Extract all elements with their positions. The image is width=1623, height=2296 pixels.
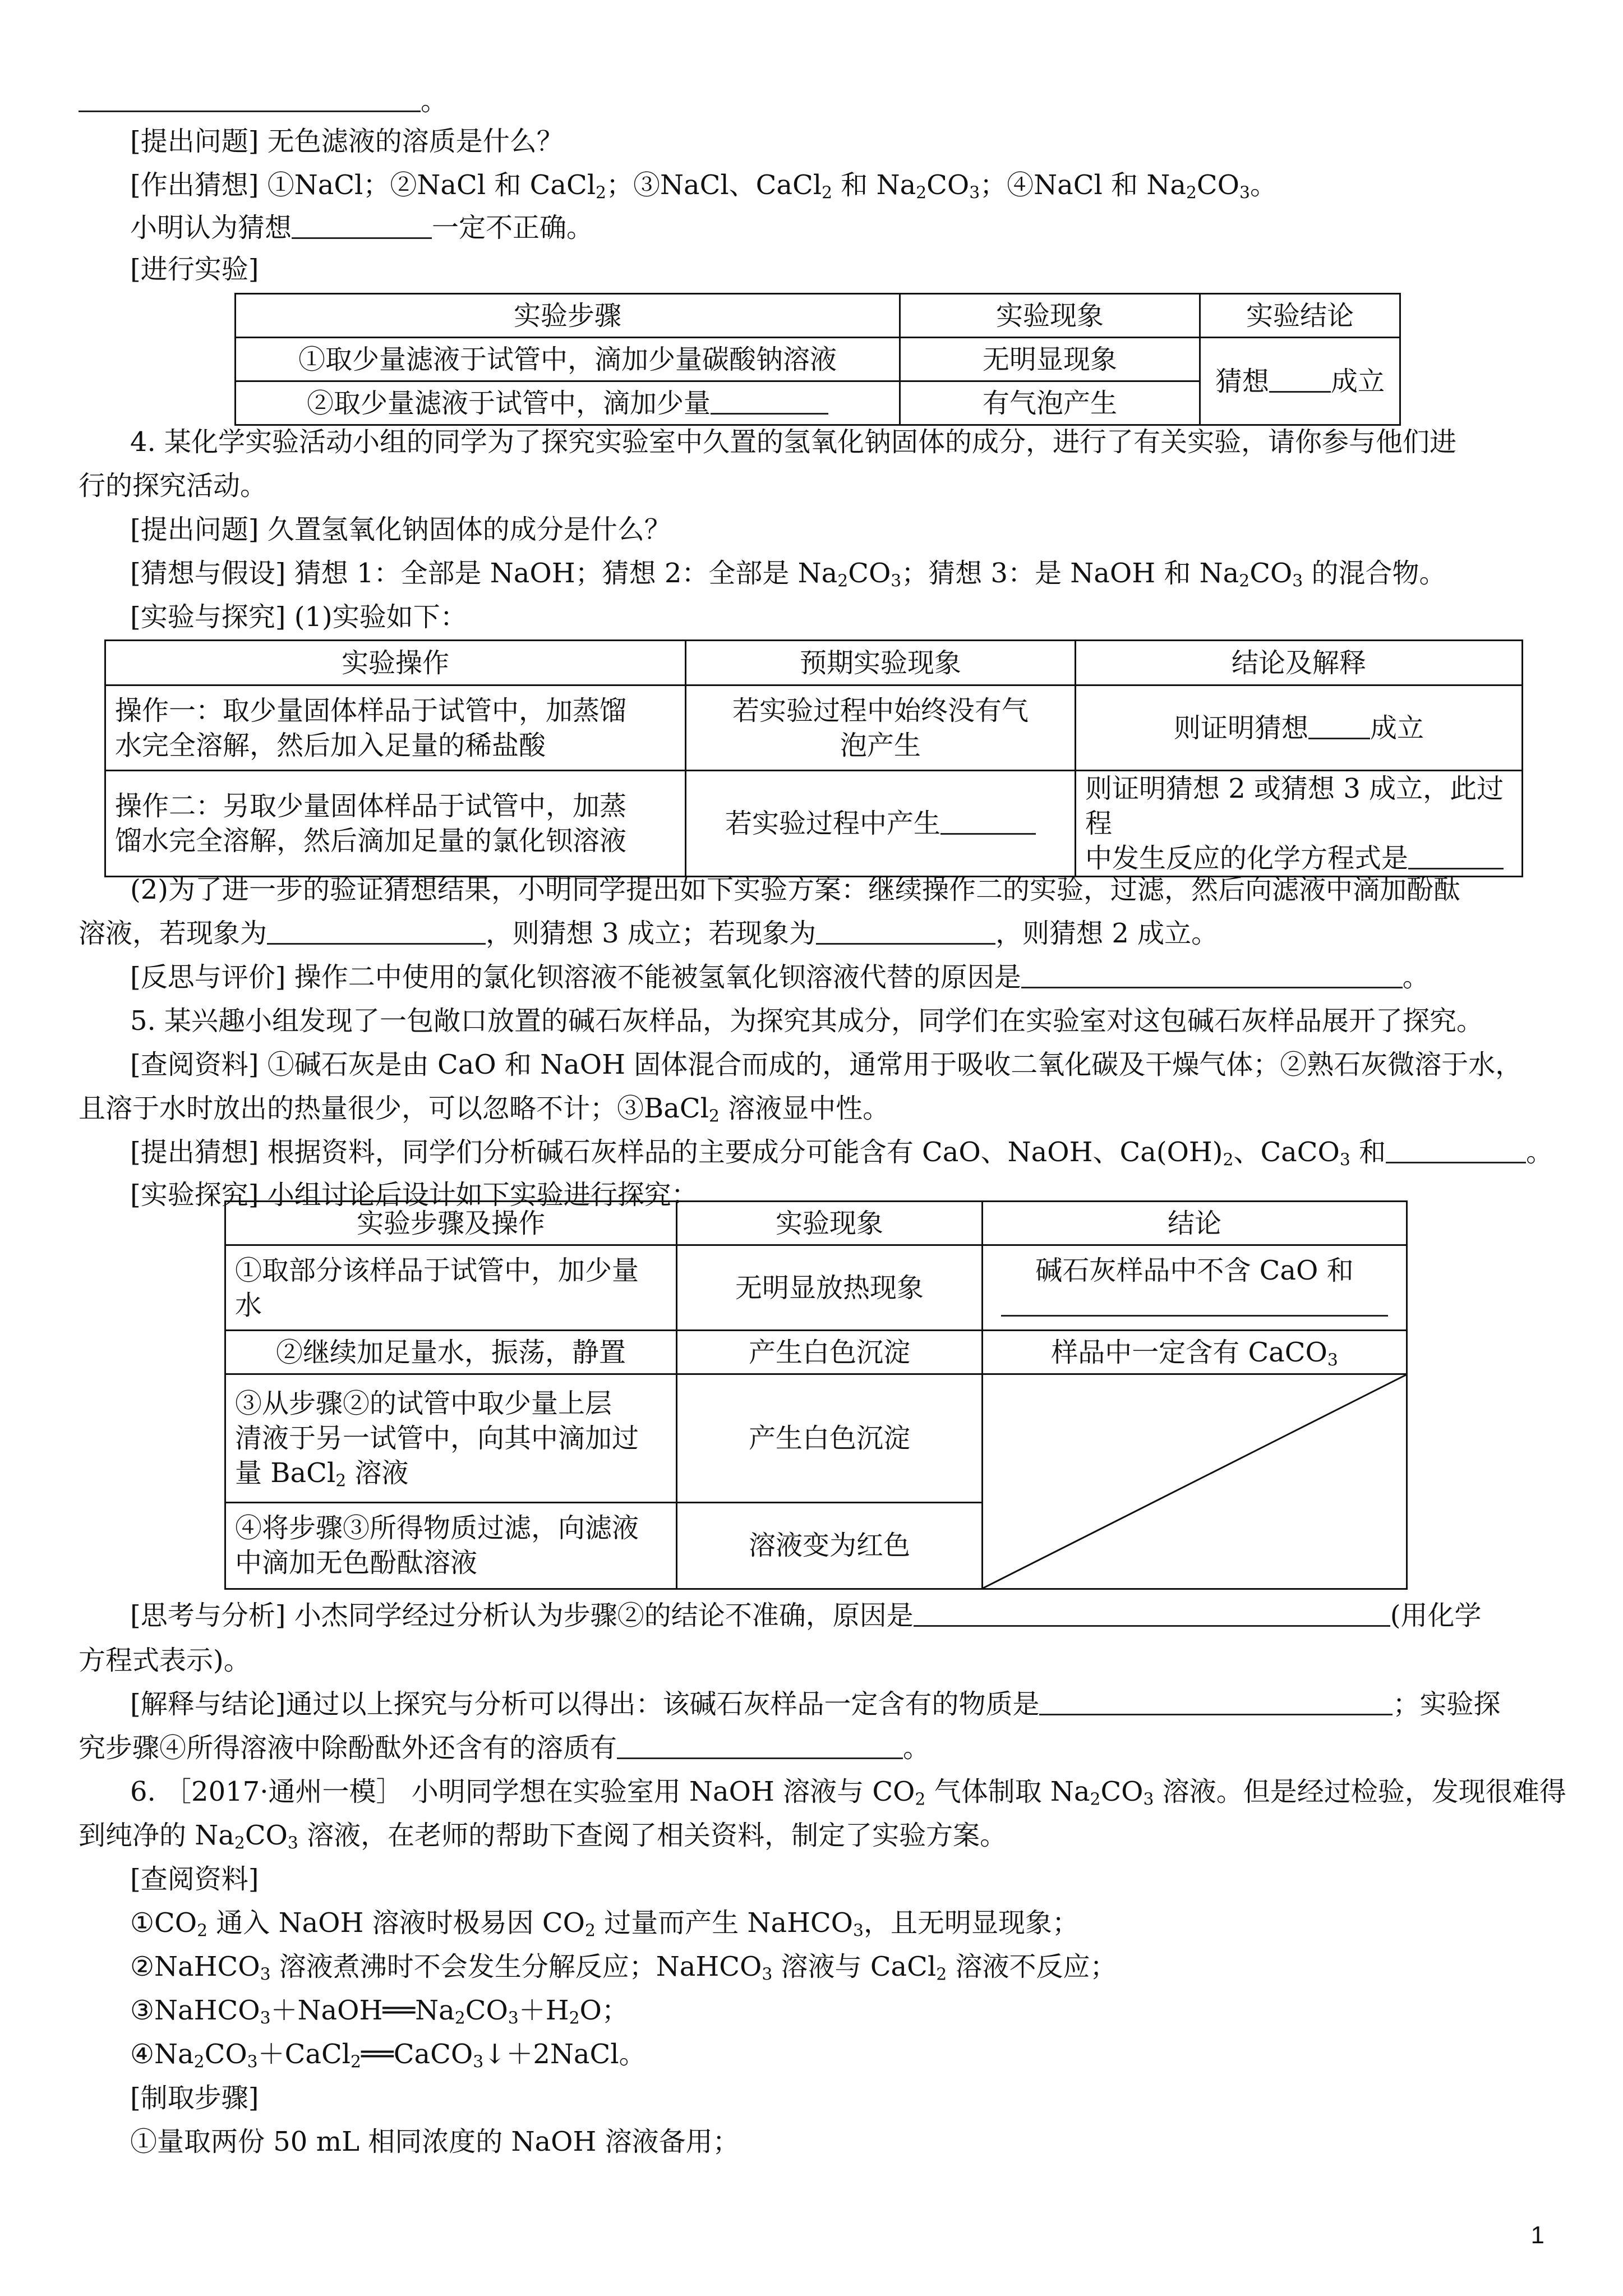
q5-guess: [130, 1135, 1553, 1169]
concl-text: ；实验探: [1393, 1688, 1501, 1720]
intro-text: 到纯净的 Na: [79, 1820, 234, 1851]
answer-blank: [940, 808, 1036, 835]
table-header: 结论及解释: [1076, 641, 1523, 685]
q6-ref-4: [130, 2037, 646, 2071]
think-text: [思考与分析] 小杰同学经过分析认为步骤②的结论不准确，原因是: [130, 1600, 914, 1631]
q5-ref-2: [79, 1092, 889, 1125]
answer-blank: [1308, 713, 1370, 739]
table-cell: [1200, 338, 1400, 425]
guess-text: CO: [926, 169, 970, 201]
guess-text: CO: [1196, 169, 1239, 201]
answer-blank: [79, 86, 421, 112]
table-header: 实验结论: [1200, 294, 1400, 338]
subscript: 3: [247, 2052, 258, 2072]
table-cell: 无明显放热现象: [677, 1245, 983, 1331]
subscript: 3: [891, 571, 902, 591]
q4-propose: [提出问题] 久置氢氧化钠固体的成分是什么？: [130, 514, 671, 545]
p2-text: 溶液，若现象为: [79, 918, 268, 949]
q6-ref-3: [130, 1994, 629, 2027]
subscript: 2: [596, 183, 606, 203]
q4-table: [104, 639, 1523, 877]
think-text: (用化学: [1390, 1600, 1482, 1631]
ref-text: ══CaCO: [361, 2039, 473, 2070]
hyp-text: 的混合物。: [1303, 558, 1446, 589]
q5-conclusion-1: [130, 1687, 1500, 1721]
table-header: 实验现象: [677, 1202, 983, 1245]
period: 。: [421, 85, 448, 117]
p2-text: ，则猜想 2 成立。: [995, 918, 1219, 949]
table-cell: 有气泡产生: [900, 381, 1200, 425]
subscript: 3: [1327, 1350, 1338, 1370]
q3-guess: [130, 168, 1277, 202]
q6-intro-2: [79, 1819, 1007, 1852]
cell-text: 样品中一定含有 CaCO: [1051, 1336, 1327, 1368]
cell-text: 清液于另一试管中，向其中滴加过: [235, 1422, 639, 1454]
subscript: 2: [454, 2008, 465, 2028]
table-cell: [105, 771, 686, 877]
cell-text: 馏水完全溶解，然后滴加足量的氯化钡溶液: [115, 825, 627, 857]
cell-text: ③从步骤②的试管中取少量上层: [235, 1387, 612, 1419]
concl-text: 。: [903, 1732, 930, 1764]
cell-text: 则证明猜想: [1173, 712, 1308, 744]
ref-text: 过量而产生 NaHCO: [595, 1907, 854, 1939]
subscript: 3: [260, 2008, 271, 2028]
cell-text: 中滴加无色酚酞溶液: [235, 1547, 478, 1579]
table-cell: [225, 1502, 677, 1589]
q4-part2-line2: [79, 917, 1218, 950]
cell-text: ④将步骤③所得物质过滤，向滤液: [235, 1512, 639, 1544]
ref-text: O；: [579, 1995, 629, 2026]
hyp-text: ；猜想 3：是 NaOH 和 Na: [901, 558, 1239, 589]
table-cell: [1076, 685, 1523, 771]
subscript: 2: [1186, 183, 1197, 203]
q5-think-2: 方程式表示)。: [79, 1645, 251, 1676]
table-cell: [1076, 771, 1523, 877]
cell-text: ①取部分该样品于试管中，加少量: [235, 1254, 639, 1286]
subscript: 2: [1239, 571, 1250, 591]
subscript: 2: [915, 1789, 926, 1810]
table-cell: [686, 771, 1076, 877]
guess-text: ；④NaCl 和 Na: [980, 169, 1186, 201]
ref-text: 且溶于水时放出的热量很少，可以忽略不计；③BaCl: [79, 1093, 709, 1124]
answer-blank: [1269, 366, 1331, 393]
q6-ref-2: [130, 1950, 1117, 1984]
intro-text: 溶液，在老师的帮助下查阅了相关资料，制定了实验方案。: [298, 1820, 1007, 1851]
q4-explore-label: [实验与探究] (1)实验如下：: [130, 601, 467, 633]
top-fragment-line: [79, 84, 448, 118]
q6-ref-1: [130, 1906, 1079, 1940]
subscript: 3: [969, 183, 980, 203]
table-cell: 产生白色沉淀: [677, 1374, 983, 1503]
subscript: 2: [351, 2052, 361, 2072]
p2-text: ，则猜想 3 成立；若现象为: [486, 918, 817, 949]
subscript: 2: [585, 1921, 596, 1941]
table-cell: 产生白色沉淀: [677, 1331, 983, 1374]
table-cell: [983, 1331, 1407, 1374]
ref-text: 溶液煮沸时不会发生分解反应；NaHCO: [270, 1951, 762, 1982]
q5-intro: 5. 某兴趣小组发现了一包敞口放置的碱石灰样品，为探究其成分，同学们在实验室对这包碱石灰样品展开了探究。: [130, 1005, 1484, 1037]
table-header: 预期实验现象: [686, 641, 1076, 685]
diagonal-line: [983, 1375, 1406, 1588]
q5-think-1: [130, 1599, 1481, 1632]
subscript: 2: [569, 2008, 580, 2028]
subscript: 3: [853, 1921, 864, 1941]
cell-text: 操作二：另取少量固体样品于试管中，加蒸: [115, 790, 627, 822]
q6-intro-1: [130, 1775, 1566, 1809]
subscript: 3: [473, 2052, 484, 2072]
answer-blank: [267, 918, 486, 945]
subscript: 3: [260, 1964, 271, 1985]
q3-experiment-label: [进行实验]: [130, 254, 259, 285]
table-header: 结论: [983, 1202, 1407, 1245]
ref-text: 溶液不反应；: [947, 1951, 1117, 1982]
subscript: 2: [822, 183, 833, 203]
answer-blank: [1039, 1689, 1393, 1715]
intro-text: 气体制取 Na: [925, 1776, 1090, 1807]
answer-blank: [816, 918, 995, 945]
cell-text: 量 BaCl: [235, 1457, 336, 1489]
cell-text: 若实验过程中始终没有气: [732, 694, 1029, 726]
table-cell: [236, 381, 900, 425]
ref-text: CO: [465, 1995, 508, 2026]
answer-blank: [1386, 1137, 1526, 1163]
intro-text: CO: [245, 1820, 288, 1851]
subscript: 2: [1090, 1789, 1101, 1810]
subscript: 2: [193, 2052, 205, 2072]
cell-text: 猜想: [1215, 365, 1269, 397]
q4-part2-line1: (2)为了进一步的验证猜想结果，小明同学提出如下实验方案：继续操作二的实验，过滤，然后向滤液中滴加酚酞: [130, 874, 1460, 905]
guess-text: [作出猜想] ①NaCl；②NaCl 和 CaCl: [130, 169, 596, 201]
cell-text: 若实验过程中产生: [725, 808, 940, 839]
xiaoming-text: 小明认为猜想: [130, 212, 292, 243]
ref-text: CO: [204, 2039, 247, 2070]
q3-propose: [提出问题] 无色滤液的溶质是什么？: [130, 126, 564, 157]
q5-ref-1: [查阅资料] ①碱石灰是由 CaO 和 NaOH 固体混合而成的，通常用于吸收二氧化碳及干燥气体；②熟石灰微溶于水，: [130, 1049, 1523, 1080]
ref-text: ＋H: [518, 1995, 569, 2026]
cell-text: 碱石灰样品中不含 CaO 和: [1035, 1254, 1354, 1286]
subscript: 2: [234, 1833, 245, 1853]
table-cell: ②继续加足量水，振荡，静置: [225, 1331, 677, 1374]
table-header: 实验步骤及操作: [225, 1202, 677, 1245]
reflect-text: 。: [1402, 961, 1430, 993]
page-number: 1: [1530, 2221, 1544, 2249]
cell-text: 中发生反应的化学方程式是: [1085, 843, 1409, 874]
q4-intro-1: 4. 某化学实验活动小组的同学为了探究实验室中久置的氢氧化钠固体的成分，进行了有关实验，请你参与他们进: [130, 426, 1457, 458]
subscript: 3: [1292, 571, 1303, 591]
subscript: 3: [508, 2008, 519, 2028]
q4-hypothesis: [130, 556, 1446, 590]
table-cell: 溶液变为红色: [677, 1502, 983, 1589]
cell-text: 操作一：取少量固体样品于试管中，加蒸馏: [115, 694, 627, 726]
subscript: 2: [936, 1964, 947, 1985]
subscript: 2: [1223, 1150, 1234, 1170]
table-cell: [983, 1245, 1407, 1331]
q5-explore-label: [实验探究] 小组讨论后设计如下实验进行探究：: [130, 1179, 698, 1211]
table-cell: [105, 685, 686, 771]
ref-text: ①CO: [130, 1907, 197, 1939]
cell-text: 溶液: [346, 1457, 409, 1489]
q5-table: [224, 1200, 1408, 1590]
guess-text: 和 Na: [832, 169, 916, 201]
answer-blank: [1001, 1290, 1388, 1317]
subscript: 2: [837, 571, 849, 591]
ref-text: ，且无明显现象；: [863, 1907, 1079, 1939]
q6-step-1: ①量取两份 50 mL 相同浓度的 NaOH 溶液备用；: [130, 2126, 740, 2157]
guess-text: [提出猜想] 根据资料，同学们分析碱石灰样品的主要成分可能含有 CaO、NaOH、Ca(OH): [130, 1137, 1223, 1168]
cell-text: 泡产生: [840, 729, 921, 761]
guess-text: 。: [1249, 169, 1277, 201]
table-cell: [686, 685, 1076, 771]
cell-text: 则证明猜想 2 或猜想 3 成立，此过程: [1085, 773, 1504, 839]
table-cell: ①取少量滤液于试管中，滴加少量碳酸钠溶液: [236, 338, 900, 381]
concl-text: [解释与结论]通过以上探究与分析可以得出：该碱石灰样品一定含有的物质是: [130, 1688, 1040, 1720]
intro-text: 溶液。但是经过检验，发现很难得: [1154, 1776, 1566, 1807]
xiaoming-text: 一定不正确。: [432, 212, 594, 243]
q5-conclusion-2: [79, 1731, 930, 1765]
table-cell: [225, 1245, 677, 1331]
q6-steps-title: [制取步骤]: [130, 2082, 259, 2114]
q3-xiaoming: [130, 211, 593, 245]
cell-text: 水: [235, 1289, 262, 1321]
concl-text: 究步骤④所得溶液中除酚酞外还含有的溶质有: [79, 1732, 617, 1764]
guess-text: 、CaCO: [1233, 1137, 1340, 1168]
ref-text: ③NaHCO: [130, 1995, 260, 2026]
guess-text: ；③NaCl、CaCl: [606, 169, 822, 201]
q4-reflect: [130, 960, 1430, 994]
cell-text: 成立: [1331, 365, 1385, 397]
answer-blank: [914, 1600, 1390, 1627]
table-header: 实验操作: [105, 641, 686, 685]
hyp-text: [猜想与假设] 猜想 1：全部是 NaOH；猜想 2：全部是 Na: [130, 558, 838, 589]
answer-blank: [1408, 843, 1504, 869]
ref-text: ↓＋2NaCl。: [483, 2039, 646, 2070]
hyp-text: CO: [1249, 558, 1293, 589]
ref-text: 溶液与 CaCl: [772, 1951, 937, 1982]
reflect-text: [反思与评价] 操作二中使用的氯化钡溶液不能被氢氧化钡溶液代替的原因是: [130, 961, 1021, 993]
subscript: 3: [1339, 1150, 1350, 1170]
ref-text: ＋CaCl: [257, 2039, 351, 2070]
answer-blank: [1021, 962, 1403, 988]
subscript: 3: [1239, 183, 1250, 203]
answer-blank: [617, 1733, 903, 1759]
cell-text: ②取少量滤液于试管中，滴加少量: [306, 387, 711, 419]
q6-ref-title: [查阅资料]: [130, 1864, 259, 1895]
answer-blank: [711, 388, 828, 415]
hyp-text: CO: [848, 558, 891, 589]
ref-text: ②NaHCO: [130, 1951, 260, 1982]
intro-text: CO: [1100, 1776, 1144, 1807]
ref-text: ④Na: [130, 2039, 194, 2070]
answer-blank: [292, 213, 432, 239]
subscript: 2: [708, 1106, 720, 1126]
subscript: 2: [335, 1471, 347, 1491]
q3-table: [234, 293, 1401, 426]
ref-text: 通入 NaOH 溶液时极易因 CO: [208, 1907, 585, 1939]
guess-text: 和: [1350, 1137, 1386, 1168]
subscript: 3: [762, 1964, 773, 1985]
q4-intro-2: 行的探究活动。: [79, 470, 268, 501]
diagonal-cell: [983, 1374, 1407, 1589]
cell-text: 水完全溶解，然后加入足量的稀盐酸: [115, 729, 546, 761]
ref-text: ＋NaOH══Na: [270, 1995, 455, 2026]
guess-text: 。: [1526, 1137, 1553, 1168]
subscript: 3: [1143, 1789, 1154, 1810]
subscript: 2: [197, 1921, 208, 1941]
subscript: 2: [916, 183, 927, 203]
table-header: 实验现象: [900, 294, 1200, 338]
table-cell: 无明显现象: [900, 338, 1200, 381]
ref-text: 溶液显中性。: [719, 1093, 890, 1124]
intro-text: 6. ［2017·通州一模］ 小明同学想在实验室用 NaOH 溶液与 CO: [130, 1776, 915, 1807]
table-cell: [225, 1374, 677, 1503]
subscript: 3: [287, 1833, 298, 1853]
cell-text: 成立: [1370, 712, 1424, 744]
table-header: 实验步骤: [236, 294, 900, 338]
